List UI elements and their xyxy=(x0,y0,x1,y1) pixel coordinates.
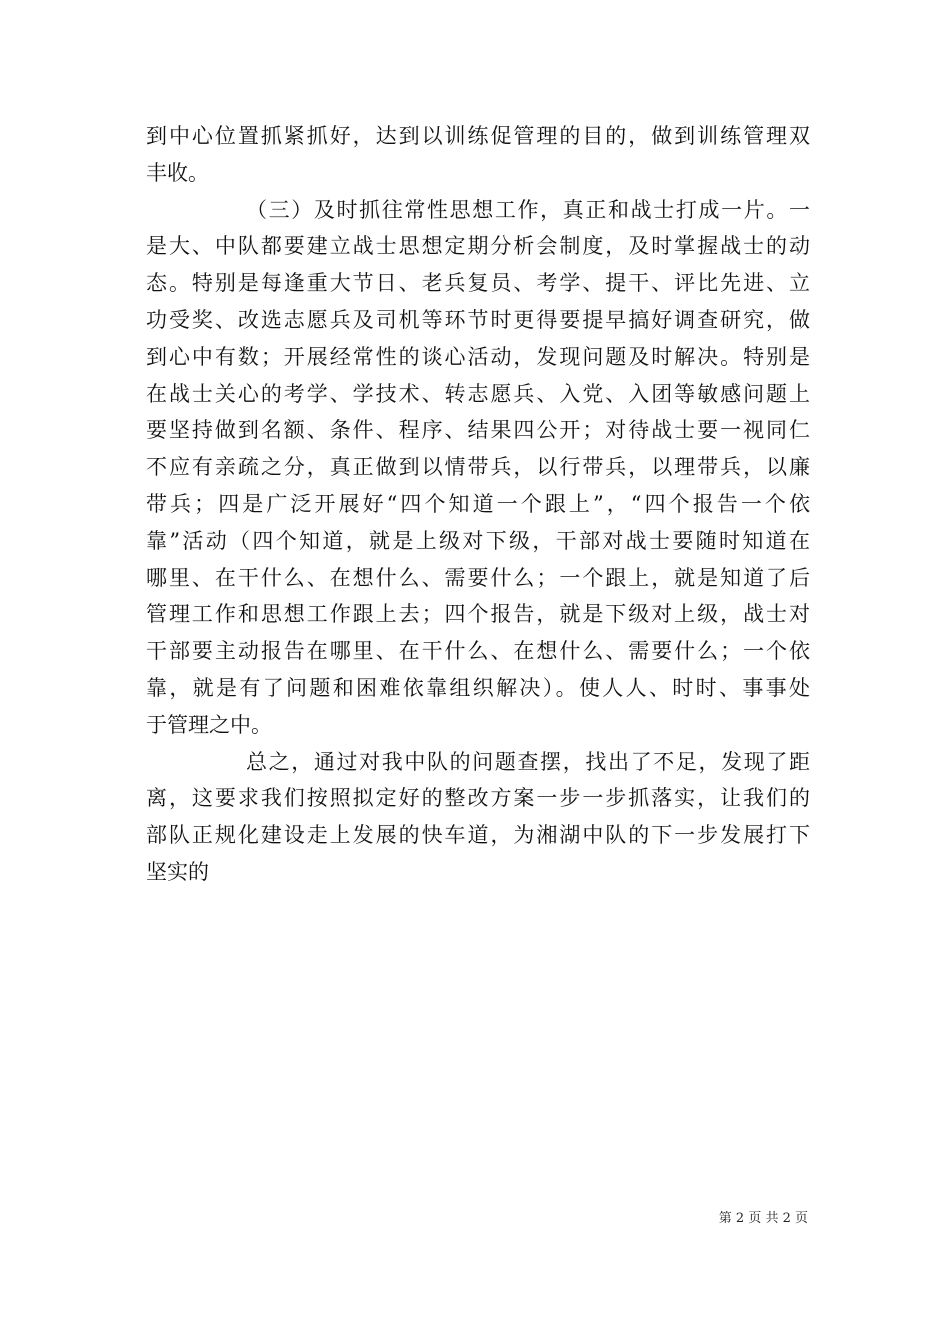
text-line: 功受奖、改选志愿兵及司机等环节时更得要提早搞好调查研究，做 xyxy=(146,307,810,332)
paragraph-1 xyxy=(146,118,810,192)
text-line: 于管理之中。 xyxy=(146,712,272,737)
text-line: 靠，就是有了问题和困难依靠组织解决）。使人人、时时、事事处 xyxy=(146,675,810,700)
text-line: 部队正规化建设走上发展的快车道，为湘湖中队的下一步发展打下 xyxy=(146,823,810,848)
text-line: 丰收。 xyxy=(146,160,209,185)
text-line: 哪里、在干什么、在想什么、需要什么；一个跟上，就是知道了后 xyxy=(146,565,810,590)
body-text xyxy=(146,118,810,891)
text-line: 到心中有数；开展经常性的谈心活动，发现问题及时解决。特别是 xyxy=(146,344,810,369)
text-line: 不应有亲疏之分，真正做到以情带兵，以行带兵，以理带兵，以廉 xyxy=(146,455,810,480)
paragraph-3 xyxy=(146,744,810,891)
text-line: （三）及时抓往常性思想工作，真正和战士打成一片。一 xyxy=(246,197,810,222)
text-line: 总之，通过对我中队的问题查摆，找出了不足，发现了距 xyxy=(246,749,810,774)
text-line: 靠”活动（四个知道，就是上级对下级，干部对战士要随时知道在 xyxy=(146,528,810,553)
paragraph-2 xyxy=(146,192,810,744)
text-line: 在战士关心的考学、学技术、转志愿兵、入党、入团等敏感问题上 xyxy=(146,381,810,406)
text-line: 离，这要求我们按照拟定好的整改方案一步一步抓落实，让我们的 xyxy=(146,786,810,811)
text-line: 要坚持做到名额、条件、程序、结果四公开；对待战士要一视同仁 xyxy=(146,418,810,443)
text-line: 到中心位置抓紧抓好，达到以训练促管理的目的，做到训练管理双 xyxy=(146,124,810,148)
text-line: 态。特别是每逢重大节日、老兵复员、考学、提干、评比先进、立 xyxy=(146,271,810,296)
text-line: 是大、中队都要建立战士思想定期分析会制度，及时掌握战士的动 xyxy=(146,234,810,259)
text-line: 管理工作和思想工作跟上去；四个报告，就是下级对上级，战士对 xyxy=(146,602,810,627)
page-number: 第 2 页 共 2 页 xyxy=(718,1211,808,1226)
text-line: 干部要主动报告在哪里、在干什么、在想什么、需要什么；一个依 xyxy=(146,639,810,664)
text-line: 坚实的 xyxy=(146,859,209,884)
text-line: 带兵；四是广泛开展好“四个知道一个跟上”，“四个报告一个依 xyxy=(146,491,810,516)
